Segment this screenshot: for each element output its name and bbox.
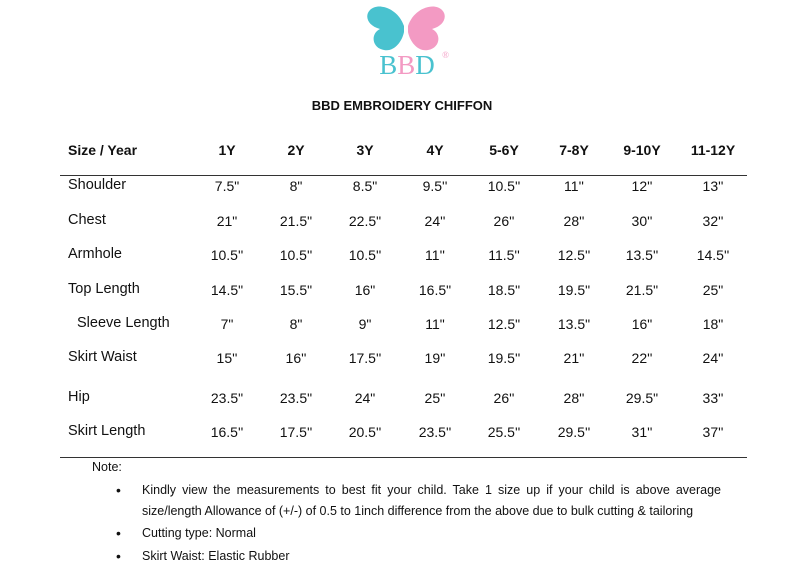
- table-cell: 33'': [702, 390, 724, 406]
- table-cell: 11.5'': [488, 247, 520, 263]
- table-cell: 18.5": [487, 282, 521, 298]
- page-title: BBD EMBROIDERY CHIFFON: [311, 98, 493, 113]
- table-cell: 17.5'': [348, 350, 382, 366]
- note-item: • Cutting type: Normal: [116, 523, 721, 544]
- table-cell: 26'': [493, 213, 515, 229]
- table-cell: 8": [289, 316, 303, 332]
- table-cell: 21'': [563, 350, 585, 366]
- butterfly-right-wing-icon: [408, 7, 445, 51]
- table-cell: 24'': [702, 350, 724, 366]
- table-cell: 13'': [702, 178, 724, 194]
- row-label: Chest: [68, 212, 106, 228]
- table-cell: 32'': [702, 213, 724, 229]
- table-cell: 16'': [285, 350, 307, 366]
- table-cell: 13.5'': [625, 247, 659, 263]
- table-cell: 10.5'': [210, 247, 244, 263]
- table-cell: 37'': [702, 424, 724, 440]
- table-cell: 22'': [631, 350, 653, 366]
- table-bottom-divider: [60, 457, 747, 458]
- table-cell: 15.5": [279, 282, 313, 298]
- size-header-1y: 1Y: [218, 142, 236, 158]
- table-cell: 16.5": [418, 282, 452, 298]
- size-header-3y: 3Y: [356, 142, 374, 158]
- brand-letter-1: B: [379, 50, 398, 80]
- table-cell: 25'': [424, 390, 446, 406]
- table-cell: 9.5'': [422, 178, 448, 194]
- table-cell: 10.5'': [487, 178, 521, 194]
- size-header-4y: 4Y: [426, 142, 444, 158]
- table-cell: 28'': [563, 390, 585, 406]
- table-cell: 19.5'': [487, 350, 521, 366]
- notes-list: [116, 480, 721, 568]
- table-cell: 23.5'': [418, 424, 452, 440]
- size-header-9-10y: 9-10Y: [623, 142, 661, 158]
- table-cell: 7": [220, 316, 234, 332]
- header-size-year: Size / Year: [68, 142, 138, 158]
- table-cell: 19.5": [557, 282, 591, 298]
- note-item: • Kindly view the measurements to best fit your child. Take 1 size up if your child is above average size/length Allowance of (+/-) of 0.5 to 1inch difference from the above due to bulk cutting & tailoring: [116, 480, 721, 521]
- table-cell: 10.5'': [348, 247, 382, 263]
- table-cell: 24'': [424, 213, 446, 229]
- row-label: Skirt Waist: [68, 349, 137, 365]
- row-label: Skirt Length: [68, 423, 146, 439]
- row-label: Top Length: [68, 281, 140, 297]
- table-cell: 19'': [424, 350, 446, 366]
- table-cell: 14.5": [210, 282, 244, 298]
- size-header-2y: 2Y: [287, 142, 305, 158]
- table-cell: 21": [216, 213, 238, 229]
- table-cell: 28'': [563, 213, 585, 229]
- header-divider: [60, 175, 747, 176]
- table-cell: 25.5'': [487, 424, 521, 440]
- size-header-5-6y: 5-6Y: [489, 142, 519, 158]
- table-cell: 11'': [564, 178, 584, 194]
- row-label: Sleeve Length: [77, 315, 170, 331]
- row-label: Shoulder: [68, 177, 127, 193]
- table-cell: 10.5'': [279, 247, 313, 263]
- table-cell: 11'': [425, 247, 445, 263]
- table-cell: 21.5": [279, 213, 313, 229]
- table-cell: 25": [702, 282, 724, 298]
- table-cell: 13.5": [557, 316, 591, 332]
- table-cell: 20.5'': [348, 424, 382, 440]
- table-cell: 22.5": [348, 213, 382, 229]
- table-cell: 8.5": [352, 178, 378, 194]
- table-cell: 11": [425, 316, 445, 332]
- table-cell: 30'': [631, 213, 653, 229]
- table-cell: 24": [354, 390, 376, 406]
- table-cell: 16.5'': [210, 424, 244, 440]
- brand-logo-text: [367, 50, 447, 81]
- table-cell: 23.5": [210, 390, 244, 406]
- table-cell: 9": [358, 316, 372, 332]
- note-item: • Skirt Waist: Elastic Rubber: [116, 546, 721, 567]
- size-header-7-8y: 7-8Y: [559, 142, 589, 158]
- butterfly-left-wing-icon: [367, 7, 404, 51]
- table-cell: 12'': [631, 178, 653, 194]
- brand-letter-3: D: [415, 50, 435, 80]
- registered-mark: ®: [442, 50, 449, 60]
- table-cell: 15'': [216, 350, 238, 366]
- brand-letter-2: B: [397, 50, 416, 80]
- row-label: Armhole: [68, 246, 122, 262]
- table-cell: 21.5": [625, 282, 659, 298]
- table-cell: 12.5'': [557, 247, 591, 263]
- table-cell: 8": [289, 178, 303, 194]
- table-cell: 16": [631, 316, 653, 332]
- table-cell: 26'': [493, 390, 515, 406]
- table-cell: 23.5": [279, 390, 313, 406]
- table-cell: 14.5'': [696, 247, 730, 263]
- note-label: Note:: [92, 460, 122, 474]
- table-cell: 12.5": [487, 316, 521, 332]
- row-label: Hip: [68, 389, 90, 405]
- table-cell: 31'': [631, 424, 653, 440]
- table-cell: 7.5": [214, 178, 240, 194]
- table-cell: 18": [702, 316, 724, 332]
- table-cell: 29.5": [625, 390, 659, 406]
- size-header-11-12y: 11-12Y: [690, 142, 736, 158]
- table-cell: 17.5'': [279, 424, 313, 440]
- table-cell: 16": [354, 282, 376, 298]
- table-cell: 29.5'': [557, 424, 591, 440]
